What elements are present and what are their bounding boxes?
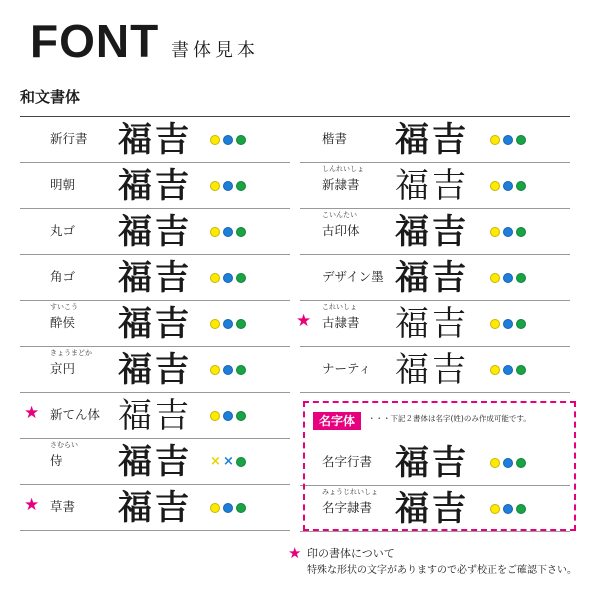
green-dot-icon xyxy=(516,273,526,283)
font-sample-text: 福吉 xyxy=(118,120,192,160)
font-name: 角ゴ xyxy=(50,269,76,284)
green-dot-icon xyxy=(236,273,246,283)
font-sample-text: 福吉 xyxy=(118,350,192,390)
yellow-dot-icon xyxy=(490,181,500,191)
blue-dot-icon xyxy=(223,227,233,237)
yellow-dot-icon xyxy=(210,411,220,421)
font-sample-text: 福吉 xyxy=(395,258,469,298)
availability-indicators xyxy=(210,411,246,421)
font-sample-text: 福吉 xyxy=(395,120,469,160)
star-icon: ★ xyxy=(296,311,312,331)
blue-dot-icon xyxy=(223,181,233,191)
yellow-dot-icon xyxy=(490,319,500,329)
availability-indicators xyxy=(210,503,246,513)
font-row xyxy=(20,163,290,209)
font-row xyxy=(300,163,570,209)
font-row xyxy=(20,439,290,485)
green-dot-icon xyxy=(236,411,246,421)
font-sample-text: 福吉 xyxy=(395,350,469,390)
font-ruby: さむらい xyxy=(50,441,78,449)
font-row xyxy=(20,347,290,393)
yellow-dot-icon xyxy=(490,227,500,237)
font-row xyxy=(20,485,290,531)
font-row xyxy=(20,209,290,255)
blue-dot-icon xyxy=(223,365,233,375)
font-sample-text: 福吉 xyxy=(395,443,469,483)
font-name: 草書 xyxy=(50,499,76,514)
star-icon: ★ xyxy=(288,544,302,562)
green-dot-icon xyxy=(236,365,246,375)
font-sample-text: 福吉 xyxy=(118,304,192,344)
font-row xyxy=(300,117,570,163)
green-dot-icon xyxy=(516,319,526,329)
font-sample-text: 福吉 xyxy=(395,304,469,344)
green-dot-icon xyxy=(236,227,246,237)
yellow-dot-icon xyxy=(210,135,220,145)
availability-indicators xyxy=(210,319,246,329)
availability-indicators xyxy=(490,365,526,375)
blue-dot-icon xyxy=(223,273,233,283)
font-sample-text: 福吉 xyxy=(395,212,469,252)
blue-dot-icon xyxy=(503,227,513,237)
yellow-dot-icon xyxy=(210,319,220,329)
availability-indicators xyxy=(210,454,246,469)
yellow-dot-icon xyxy=(210,365,220,375)
blue-dot-icon xyxy=(223,411,233,421)
green-dot-icon xyxy=(236,135,246,145)
availability-indicators xyxy=(490,135,526,145)
green-dot-icon xyxy=(236,503,246,513)
font-sample-text: 福吉 xyxy=(118,488,192,528)
font-name: 名字隷書 xyxy=(322,500,373,515)
availability-indicators xyxy=(210,365,246,375)
page-subtitle: 書体見本 xyxy=(171,40,259,61)
font-name: 名字行書 xyxy=(322,454,373,469)
blue-dot-icon xyxy=(223,319,233,329)
font-ruby: これいしょ xyxy=(322,303,357,311)
font-sample-text: 福吉 xyxy=(118,258,192,298)
green-dot-icon xyxy=(236,457,246,467)
section-title: 和文書体 xyxy=(20,88,81,106)
font-name: 古隷書 xyxy=(322,315,360,330)
font-name: ナーティ xyxy=(322,361,372,376)
availability-indicators xyxy=(490,227,526,237)
yellow-dot-icon xyxy=(210,227,220,237)
font-name: 酔侯 xyxy=(50,315,76,330)
font-name: 侍 xyxy=(50,453,63,468)
green-dot-icon xyxy=(516,227,526,237)
meiji-note: ・・・下記２書体は名字(姓)のみ作成可能です。 xyxy=(368,414,531,423)
star-icon: ★ xyxy=(24,403,40,423)
font-sample-text: 福吉 xyxy=(118,212,192,252)
font-name: デザイン墨 xyxy=(322,269,384,284)
font-name: 新てん体 xyxy=(50,407,101,422)
blue-dot-icon xyxy=(223,135,233,145)
font-sample-text: 福吉 xyxy=(118,166,192,206)
page-title: FONT xyxy=(30,15,160,67)
blue-dot-icon xyxy=(503,181,513,191)
star-icon: ★ xyxy=(24,495,40,515)
font-row xyxy=(20,117,290,163)
font-name: 新行書 xyxy=(50,131,88,146)
yellow-dot-icon xyxy=(490,365,500,375)
availability-indicators xyxy=(210,273,246,283)
blue-dot-icon xyxy=(503,319,513,329)
footer-title: 印の書体について xyxy=(307,547,395,560)
font-sample-text: 福吉 xyxy=(395,489,469,529)
font-row xyxy=(300,255,570,301)
availability-indicators xyxy=(210,181,246,191)
font-row xyxy=(20,255,290,301)
green-dot-icon xyxy=(236,319,246,329)
font-ruby: すいこう xyxy=(50,303,78,311)
availability-indicators xyxy=(490,181,526,191)
font-ruby: こいんたい xyxy=(322,211,357,219)
font-ruby: しんれいしょ xyxy=(322,165,364,173)
availability-indicators xyxy=(490,319,526,329)
cross-icon: × xyxy=(210,454,221,469)
yellow-dot-icon xyxy=(210,273,220,283)
font-row xyxy=(300,347,570,393)
font-row xyxy=(296,301,570,347)
font-row xyxy=(20,393,290,439)
meiji-tag: 名字体 xyxy=(313,412,361,430)
yellow-dot-icon xyxy=(490,135,500,145)
green-dot-icon xyxy=(516,181,526,191)
cross-icon: × xyxy=(223,454,234,469)
green-dot-icon xyxy=(236,181,246,191)
font-sample-text: 福吉 xyxy=(395,166,469,206)
availability-indicators xyxy=(490,273,526,283)
font-sample-text: 福吉 xyxy=(118,396,192,436)
font-name: 新隷書 xyxy=(322,177,360,192)
availability-indicators xyxy=(210,227,246,237)
font-name: 古印体 xyxy=(322,223,360,238)
font-name: 明朝 xyxy=(50,177,76,192)
yellow-dot-icon xyxy=(210,181,220,191)
font-name: 丸ゴ xyxy=(50,223,76,238)
font-sample-text: 福吉 xyxy=(118,442,192,482)
availability-indicators xyxy=(210,135,246,145)
font-ruby: きょうまどか xyxy=(50,349,92,357)
blue-dot-icon xyxy=(503,273,513,283)
yellow-dot-icon xyxy=(210,503,220,513)
font-name: 京円 xyxy=(50,361,76,376)
green-dot-icon xyxy=(516,365,526,375)
footer-text: 特殊な形状の文字がありますので必ず校正をご確認下さい。 xyxy=(307,565,577,576)
font-row xyxy=(20,301,290,347)
blue-dot-icon xyxy=(503,365,513,375)
font-ruby: みょうじれいしょ xyxy=(322,488,378,496)
green-dot-icon xyxy=(516,135,526,145)
yellow-dot-icon xyxy=(490,273,500,283)
blue-dot-icon xyxy=(223,503,233,513)
blue-dot-icon xyxy=(503,135,513,145)
font-row xyxy=(300,209,570,255)
font-name: 楷書 xyxy=(322,131,348,146)
